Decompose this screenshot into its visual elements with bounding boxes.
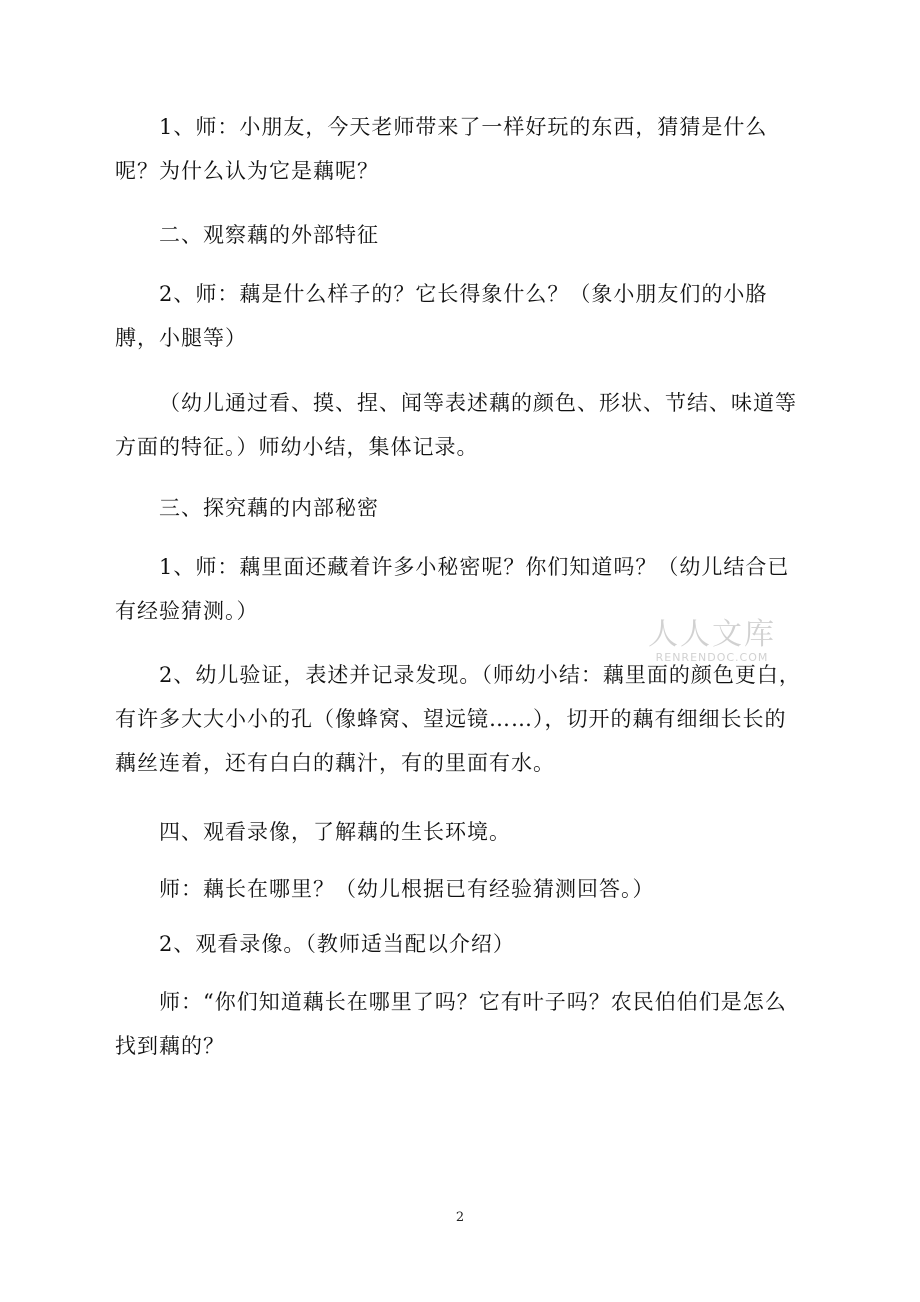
paragraph-3: 2、师：藕是什么样子的？它长得象什么？（象小朋友们的小胳膊，小腿等） — [115, 282, 768, 350]
watermark-subtitle: RENRENDOC.COM — [655, 651, 769, 664]
paragraph-10: 2、观看录像。（教师适当配以介绍） — [159, 932, 515, 956]
paragraph-7: 2、幼儿验证，表述并记录发现。（师幼小结：藕里面的颜色更白，有许多大大小小的孔（像蜂窝、望远镜……），切开的藕有细细长长的藕丝连着，还有白白的藕汁，有的里面有水。 — [115, 663, 801, 775]
paragraph-8: 四、观看录像，了解藕的生长环境。 — [159, 820, 511, 844]
paragraph-2: 二、观察藕的外部特征 — [159, 223, 379, 247]
paragraph-1: 1、师：小朋友，今天老师带来了一样好玩的东西，猜猜是什么呢？为什么认为它是藕呢？ — [115, 115, 768, 183]
paragraph-11: 师：“你们知道藕长在哪里了吗？它有叶子吗？农民伯伯们是怎么找到藕的？ — [115, 990, 787, 1058]
page-number: 2 — [455, 1210, 465, 1225]
paragraph-9: 师：藕长在哪里？（幼儿根据已有经验猜测回答。） — [159, 877, 655, 901]
paragraph-5: 三、探究藕的内部秘密 — [159, 496, 379, 520]
watermark-title: 人人文库 — [648, 617, 776, 652]
paragraph-4: （幼儿通过看、摸、捏、闻等表述藕的颜色、形状、节结、味道等方面的特征。）师幼小结，集体记录。 — [115, 391, 797, 459]
watermark-logo — [647, 618, 777, 664]
paragraph-6: 1、师：藕里面还藏着许多小秘密呢？你们知道吗？（幼儿结合已有经验猜测。） — [115, 555, 790, 623]
